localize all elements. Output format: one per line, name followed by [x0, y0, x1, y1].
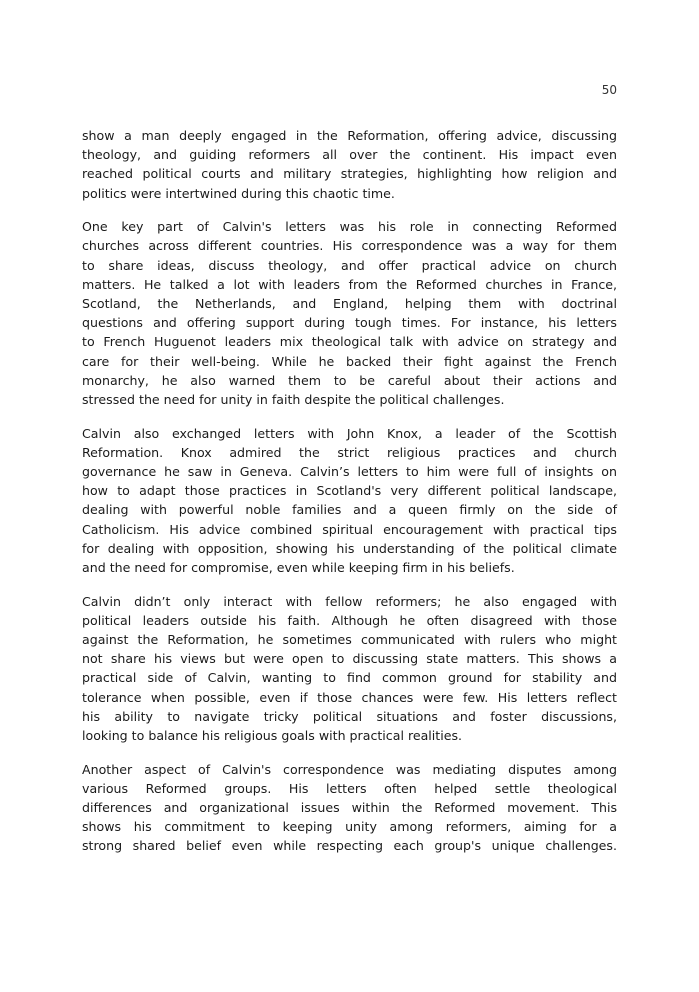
paragraph	[82, 126, 617, 203]
text-line: for dealing with opposition, showing his understanding of the political climate	[82, 540, 617, 556]
text-line: how to adapt those practices in Scotland's very different political landscape,	[82, 483, 617, 499]
text-line: Scotland, the Netherlands, and England, helping them with doctrinal	[82, 296, 617, 311]
text-line: theology, and guiding reformers all over the continent. His impact even	[82, 147, 617, 163]
text-line: churches across different countries. His correspondence was a way for them	[82, 238, 617, 254]
text-line: One key part of Calvin's letters was his role in connecting Reformed	[82, 219, 617, 235]
text-line: practical side of Calvin, wanting to find common ground for stability and	[82, 670, 617, 686]
text-line: Catholicism. His advice combined spiritual encouragement with practical tips	[82, 521, 617, 537]
text-line: to French Huguenot leaders mix theological talk with advice on strategy and	[82, 334, 617, 350]
text-line: not share his views but were open to discussing state matters. This shows a	[82, 651, 617, 667]
text-line: stressed the need for unity in faith despite the political challenges.	[82, 391, 505, 407]
text-line: various Reformed groups. His letters often helped settle theological	[82, 780, 617, 796]
page-number: 50	[601, 83, 617, 97]
text-line: shows his commitment to keeping unity among reformers, aiming for a	[82, 819, 617, 835]
text-line: Another aspect of Calvin's correspondence was mediating disputes among	[82, 761, 617, 777]
text-line: against the Reformation, he sometimes communicated with rulers who might	[82, 632, 617, 647]
text-line: care for their well-being. While he backed their fight against the French	[82, 353, 617, 369]
paragraph	[82, 424, 617, 578]
text-line: reached political courts and military strategies, highlighting how religion and	[82, 166, 617, 182]
text-line: and the need for compromise, even while keeping firm in his beliefs.	[82, 559, 515, 575]
text-line: his ability to navigate tricky political situations and foster discussions,	[82, 708, 617, 724]
text-line: differences and organizational issues within the Reformed movement. This	[82, 800, 617, 815]
text-line: show a man deeply engaged in the Reformation, offering advice, discussing	[82, 128, 617, 143]
text-line: Calvin didn’t only interact with fellow reformers; he also engaged with	[82, 593, 617, 609]
text-line: governance he saw in Geneva. Calvin’s letters to him were full of insights on	[82, 464, 617, 479]
text-line: to share ideas, discuss theology, and offer practical advice on church	[82, 257, 617, 273]
text-line: monarchy, he also warned them to be careful about their actions and	[82, 372, 617, 388]
text-line: dealing with powerful noble families and a queen firmly on the side of	[82, 502, 617, 518]
text-line: looking to balance his religious goals with practical realities.	[82, 727, 463, 743]
text-line: Reformation. Knox admired the strict religious practices and church	[82, 444, 617, 460]
text-line: politics were intertwined during this chaotic time.	[82, 185, 395, 201]
text-line: strong shared belief even while respecting each group's unique challenges.	[82, 838, 617, 854]
text-line: questions and offering support during tough times. For instance, his letters	[82, 315, 617, 331]
text-line: tolerance when possible, even if those chances were few. His letters reflect	[82, 689, 617, 705]
text-line: Calvin also exchanged letters with John Knox, a leader of the Scottish	[82, 425, 617, 441]
text-line: political leaders outside his faith. Although he often disagreed with those	[82, 612, 617, 628]
paragraph	[82, 217, 617, 409]
paragraph	[82, 760, 617, 856]
text-line: matters. He talked a lot with leaders from the Reformed churches in France,	[82, 276, 617, 292]
paragraph	[82, 592, 617, 746]
document-body	[82, 126, 617, 870]
